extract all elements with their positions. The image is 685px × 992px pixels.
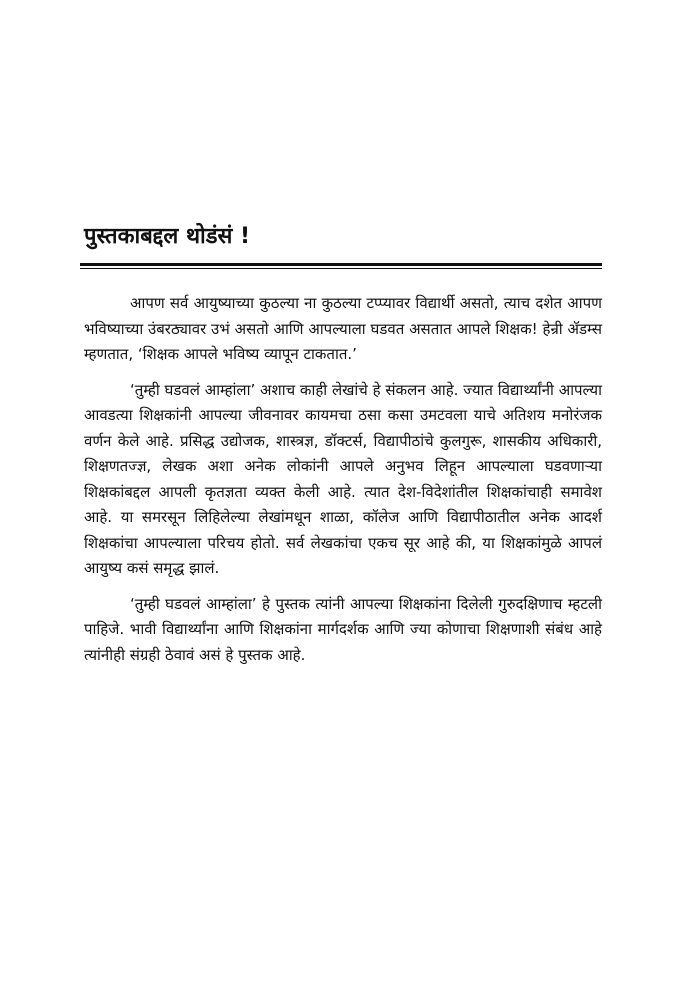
body-text — [84, 291, 602, 678]
paragraph-1: आपण सर्व आयुष्याच्या कुठल्या ना कुठल्या टप्प्यावर विद्यार्थी असतो, त्याच दशेत आपण भविष्याच्या उंबरठ्यावर उभं असतो आणि आपल्याला घडवत असतात आपले शिक्षक! हेन्री ॲडम्स म्हणतात, ‘शिक्षक आपले भविष्य व्यापून टाकतात.’ — [84, 294, 602, 363]
heading-rule-thin — [80, 268, 602, 269]
paragraph-3: ‘तुम्ही घडवलं आम्हांला’ हे पुस्तक त्यांनी आपल्या शिक्षकांना दिलेली गुरुदक्षिणाच म्हटली पाहिजे. भावी विद्यार्थ्यांना आणि शिक्षकांना मार्गदर्शक आणि ज्या कोणाचा शिक्षणाशी संबंध आहे त्यांनीही संग्रही ठेवावं असं हे पुस्तक आहे. — [84, 594, 602, 664]
heading-rule-thick — [80, 263, 602, 266]
section-heading: पुस्तकाबद्दल थोडंसं ! — [84, 224, 251, 249]
paragraph-2: ‘तुम्ही घडवलं आम्हांला’ अशाच काही लेखांचे हे संकलन आहे. ज्यात विद्यार्थ्यांनी आपल्या आवडत्या शिक्षकांनी आपल्या जीवनावर कायमचा ठसा कसा उमटवला याचे अतिशय मनोरंजक वर्णन केले आहे. प्रसिद्ध उद्योजक, शास्त्रज्ञ, डॉक्टर्स, विद्यापीठांचे कुलगुरू, शासकीय अधिकारी, शिक्षणतज्ज्ञ, लेखक अशा अनेक लोकांनी आपले अनुभव लिहून आपल्याला घडवणाऱ्या शिक्षकांबद्दल आपली कृतज्ञता व्यक्त केली आहे. त्यात देश-विदेशांतील शिक्षकांचाही समावेश आहे. या समरसून लिहिलेल्या लेखांमधून शाळा, कॉलेज आणि विद्यापीठातील अनेक आदर्श शिक्षकांचा आपल्याला परिचय होतो. सर्व लेखकांचा एकच सूर आहे की, या शिक्षकांमुळे आपलं आयुष्य कसं समृद्ध झालं. — [84, 380, 602, 577]
